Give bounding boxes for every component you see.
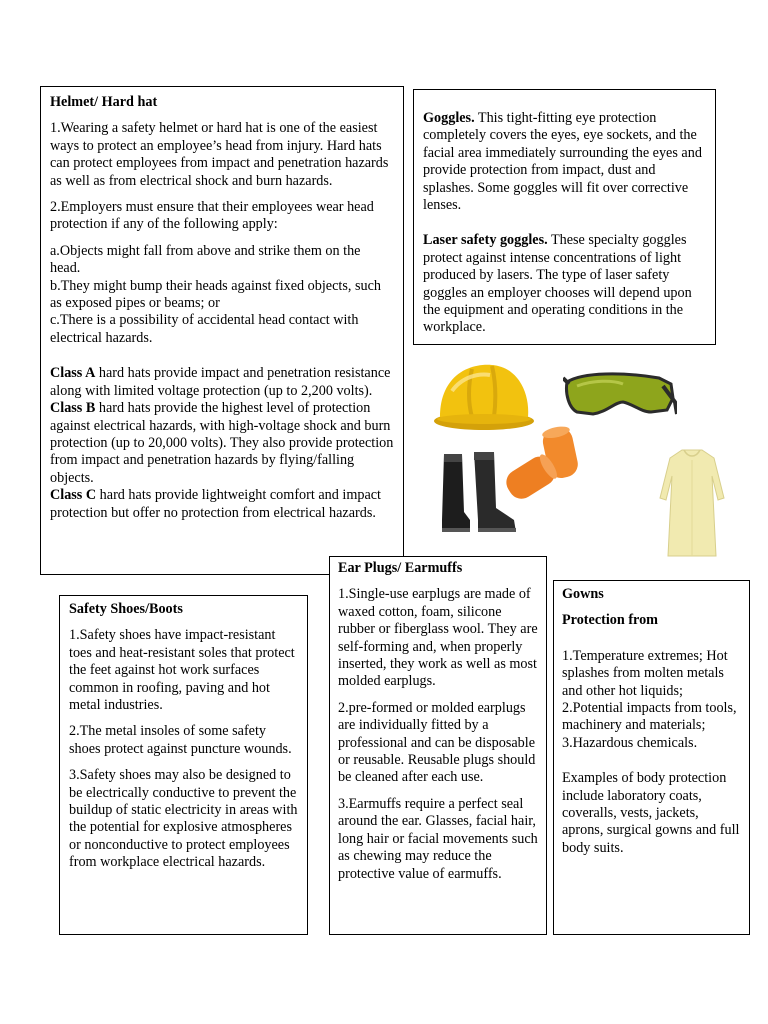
gowns-examples: Examples of body protection include laboratory coats, coveralls, vests, jackets, aprons, surgical gowns and full body suits. (562, 770, 740, 856)
laser-goggles-label: Laser safety goggles. (423, 232, 548, 249)
gowns-section (553, 580, 750, 935)
goggles-section (413, 89, 716, 345)
ear-paragraph-1: 1.Single-use earplugs are made of waxed cotton, foam, silicone rubber or fiberglass wool. They are self-forming and, when properly inserted, they work as well as most molded earplugs. (338, 586, 538, 690)
class-a-label: Class A (50, 365, 96, 382)
class-b-paragraph (50, 400, 394, 487)
helmet-title: Helmet/ Hard hat (50, 94, 158, 110)
shoes-paragraph-3: 3.Safety shoes may also be designed to be electrically conductive to prevent the buildup of static electricity in areas with the potential for explosive atmospheres or nonconductive to protect employees from workplace electrical hazards. (69, 767, 298, 871)
shoes-title: Safety Shoes/Boots (69, 601, 183, 617)
helmet-item-b: b.They might bump their heads against fixed objects, such as exposed pipes or beams; or (50, 277, 381, 312)
helmet-section (40, 86, 404, 575)
helmet-paragraph-2: 2.Employers must ensure that their employees wear head protection if any of the following apply: (50, 199, 374, 233)
goggles-paragraph (423, 110, 707, 214)
gowns-item-1: 1.Temperature extremes; Hot splashes from molten metals and other hot liquids; (562, 647, 728, 699)
earplugs-image (500, 426, 582, 504)
ear-paragraph-3: 3.Earmuffs require a perfect seal around the ear. Glasses, facial hair, long hair or facial movements such as chewing may reduce the protective value of earmuffs. (338, 795, 538, 882)
laser-goggles-text: These specialty goggles protect against intense concentrations of light produced by lasers. The type of laser safety goggles an employer chooses will depend upon the equipment and operating conditions in the workplace. (423, 232, 692, 336)
class-b-text: hard hats provide the highest level of protection against electrical hazards, with high-voltage shock and burn protection (up to 20,000 volts). They also provide protection from impact and penetration hazards by flying/falling objects. (50, 400, 394, 486)
helmet-item-a: a.Objects might fall from above and strike them on the head. (50, 242, 361, 277)
laser-goggles-paragraph (423, 232, 707, 336)
goggles-label: Goggles. (423, 110, 475, 126)
class-c-label: Class C (50, 487, 97, 504)
ear-title: Ear Plugs/ Earmuffs (338, 560, 463, 576)
gown-image (656, 446, 728, 562)
class-a-text: hard hats provide impact and penetration resistance along with limited voltage protection (up to 2,200 volts). (50, 365, 391, 399)
shoes-paragraph-1: 1.Safety shoes have impact-resistant toes and heat-resistant soles that protect the feet against hot work surfaces common in roofing, paving and hot metal industries. (69, 627, 295, 714)
class-b-label: Class B (50, 400, 96, 417)
gowns-item-2: 2.Potential impacts from tools, machinery and materials; (562, 700, 737, 734)
safety-shoes-section (59, 595, 308, 935)
helmet-paragraph-1: 1.Wearing a safety helmet or hard hat is one of the easiest ways to protect an employee’s head from injury. Hard hats can protect employees from impact and penetration hazards as well as from electrical shock and burn hazards. (50, 120, 389, 189)
class-c-text: hard hats provide lightweight comfort and impact protection but offer no protection from electrical hazards. (50, 487, 381, 521)
class-c-paragraph (50, 487, 394, 522)
safety-goggles-image (563, 368, 677, 420)
class-a-paragraph (50, 365, 394, 400)
ear-plugs-section (329, 556, 547, 935)
shoes-paragraph-2: 2.The metal insoles of some safety shoes protect against puncture wounds. (69, 723, 292, 757)
gowns-title: Gowns (562, 586, 604, 602)
hard-hat-image (432, 355, 536, 435)
gowns-subtitle: Protection from (562, 612, 658, 629)
gowns-item-3: 3.Hazardous chemicals. (562, 734, 698, 751)
ear-paragraph-2: 2.pre-formed or molded earplugs are individually fitted by a professional and can be disposable or reusable. Reusable plugs should be cleaned after each use. (338, 699, 536, 786)
goggles-text: This tight-fitting eye protection completely covers the eyes, eye sockets, and the facial area immediately surrounding the eyes and provide protection from impact, dust and splashes. Some goggles will fit over corrective lenses. (423, 110, 702, 214)
helmet-item-c: c.There is a possibility of accidental head contact with electrical hazards. (50, 312, 359, 346)
